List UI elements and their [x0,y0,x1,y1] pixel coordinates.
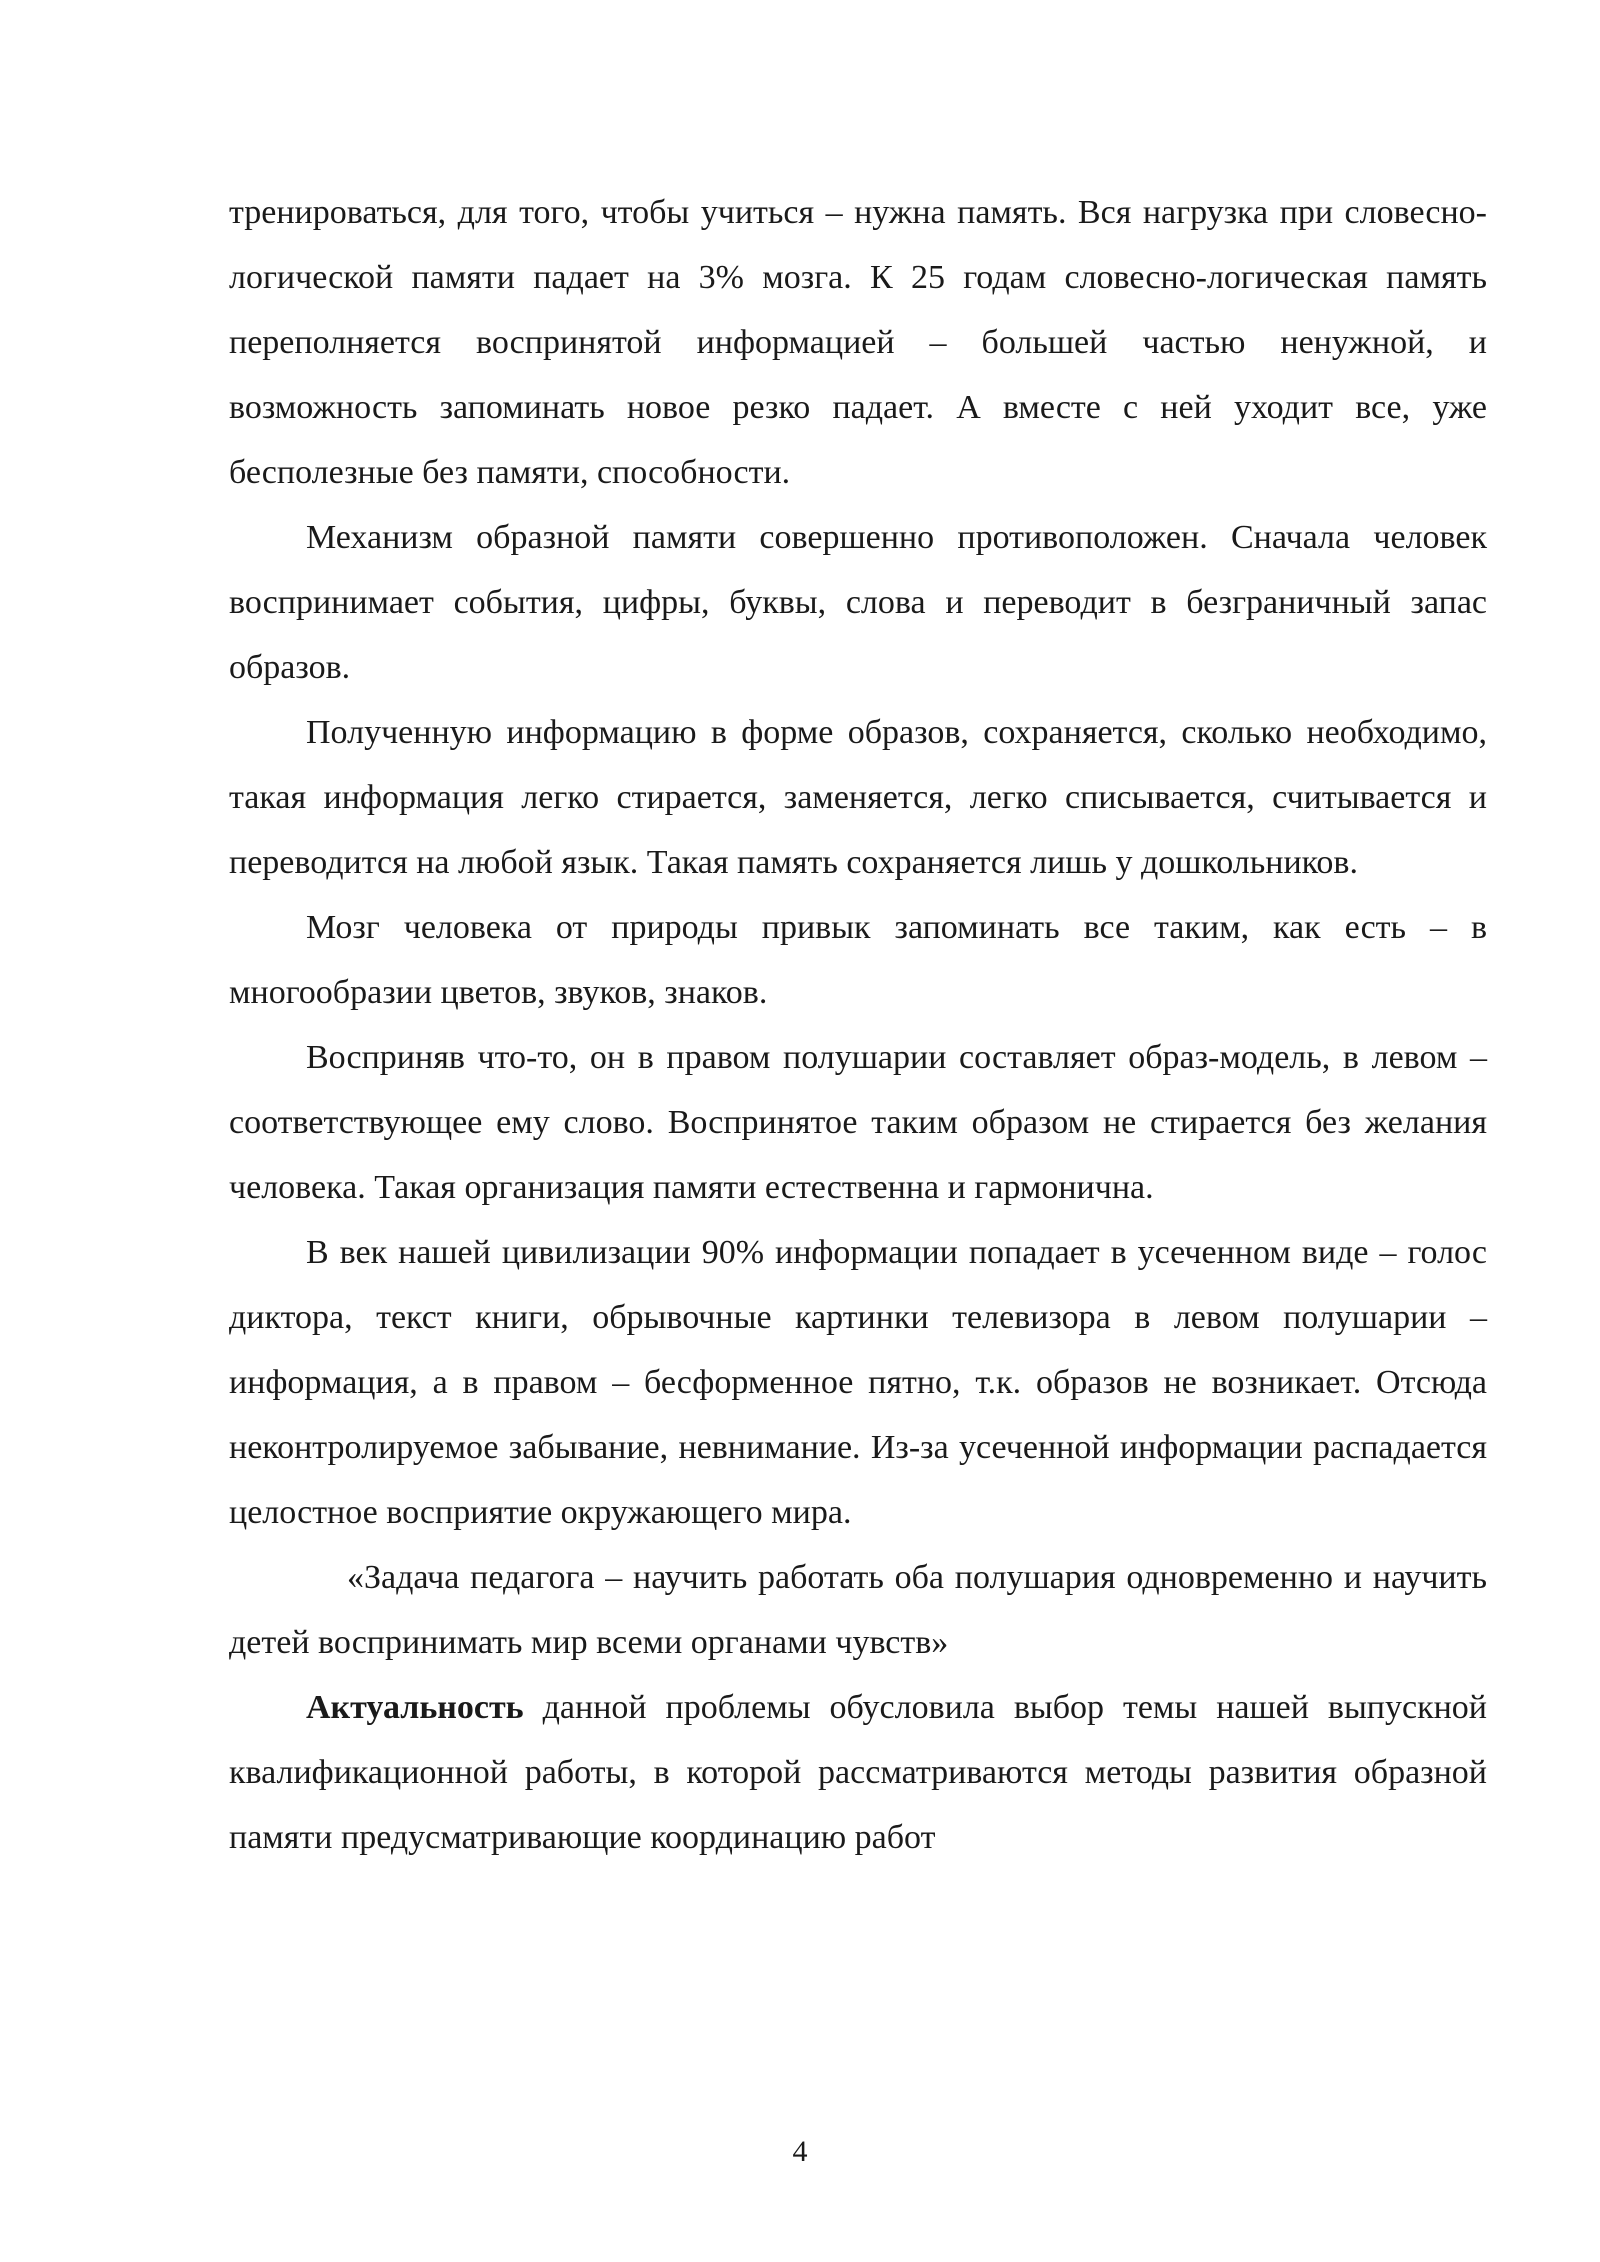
document-page [229,180,1487,1870]
paragraph-brain-nature: Мозг человека от природы привык запоминать все таким, как есть – в многообразии цветов, звуков, знаков. [229,909,1487,1011]
paragraph-relevance [229,1675,1487,1870]
relevance-text: данной проблемы обусловила выбор темы нашей выпускной квалификационной работы, в которой рассматриваются методы развития образной памяти предусматривающие координацию работ [229,1689,1487,1856]
paragraph-civilization: В век нашей цивилизации 90% информации попадает в усеченном виде – голос диктора, текст книги, обрывочные картинки телевизора в левом полушарии – информация, а в правом – бесформенное пятно, т.к. образов не возникает. Отсюда неконтролируемое забывание, невнимание. Из-за усеченной информации распадается целостное восприятие окружающего мира. [229,1234,1487,1531]
paragraph-image-memory-mechanism: Механизм образной памяти совершенно противоположен. Сначала человек воспринимает события, цифры, буквы, слова и переводит в безграничный запас образов. [229,519,1487,686]
paragraph-continuation: тренироваться, для того, чтобы учиться – нужна память. Вся нагрузка при словесно-логической памяти падает на 3% мозга. К 25 годам словесно-логическая память переполняется воспринятой информацией – большей частью ненужной, и возможность запоминать новое резко падает. А вместе с ней уходит все, уже бесполезные без памяти, способности. [229,194,1487,491]
paragraph-teacher-quote: «Задача педагога – научить работать оба полушария одновременно и научить детей воспринимать мир всеми органами чувств» [229,1559,1487,1661]
page-number: 4 [792,2135,808,2168]
paragraph-received-information: Полученную информацию в форме образов, сохраняется, сколько необходимо, такая информация легко стирается, заменяется, легко списывается, считывается и переводится на любой язык. Такая память сохраняется лишь у дошкольников. [229,714,1487,881]
paragraph-hemispheres: Восприняв что-то, он в правом полушарии составляет образ-модель, в левом – соответствующее ему слово. Воспринятое таким образом не стирается без желания человека. Такая организация памяти естественна и гармонична. [229,1039,1487,1206]
relevance-term: Актуальность [306,1689,524,1726]
